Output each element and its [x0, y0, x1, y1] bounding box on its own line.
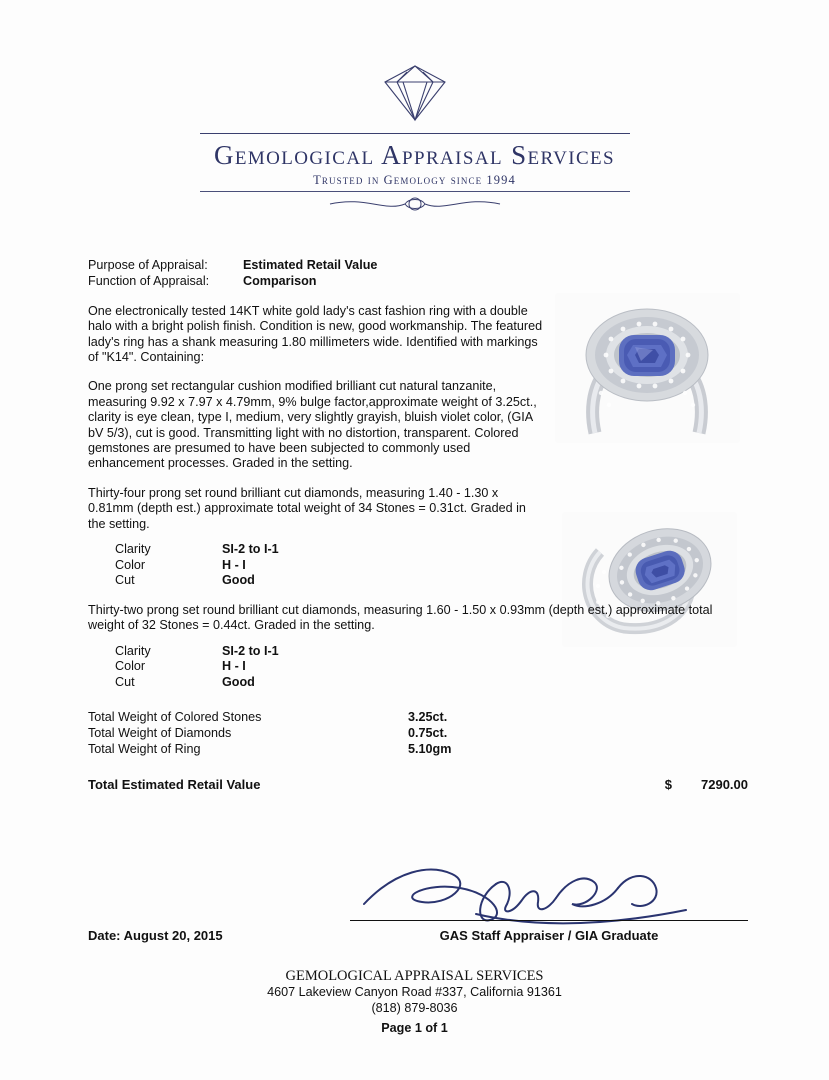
spec-key: Clarity	[115, 643, 151, 658]
grand-total-amount: 7290.00	[701, 777, 748, 793]
company-tagline: Trusted in Gemology since 1994	[313, 173, 516, 187]
diamond-group-2-description: Thirty-two prong set round brilliant cut diamonds, measuring 1.60 - 1.50 x 0.93mm (depth est.) approximate total weight of 32 Stones = 0.44ct. Graded in the setting.	[88, 602, 713, 633]
grand-total-label: Total Estimated Retail Value	[88, 777, 261, 793]
signature-mark	[356, 858, 696, 935]
spec-row	[115, 573, 748, 589]
spec-value: H - I	[222, 557, 246, 572]
spec-row	[115, 558, 748, 574]
spec-row	[115, 659, 748, 675]
spec-value: Good	[222, 573, 255, 588]
totals-value: 5.10gm	[408, 741, 452, 756]
spec-key: Cut	[115, 674, 135, 689]
purpose-value: Estimated Retail Value	[243, 258, 378, 272]
spec-key: Cut	[115, 573, 135, 588]
totals-label: Total Weight of Colored Stones	[88, 710, 262, 725]
footer-page-number: Page 1 of 1	[381, 1021, 448, 1035]
appraisal-date: Date: August 20, 2015	[88, 928, 223, 943]
grand-total-row	[88, 777, 748, 792]
footer-phone: (818) 879-8036	[371, 1001, 458, 1015]
totals-label: Total Weight of Diamonds	[88, 726, 232, 741]
spec-value: Good	[222, 674, 255, 689]
spec-key: Color	[115, 659, 146, 674]
diamond-group-2-specs	[115, 644, 748, 691]
footer-address: 4607 Lakeview Canyon Road #337, California 91361	[267, 985, 562, 999]
totals-row	[88, 726, 543, 742]
function-label: Function of Appraisal:	[88, 274, 210, 289]
appraisal-content	[88, 258, 748, 793]
grand-total-currency: $	[664, 777, 672, 793]
spec-row	[115, 644, 748, 660]
spec-value: H - I	[222, 659, 246, 674]
diamond-group-1-description: Thirty-four prong set round brilliant cut diamonds, measuring 1.40 - 1.30 x 0.81mm (depth est.) approximate total weight of 34 Stones = 0.31ct. Graded in the setting.	[88, 485, 526, 531]
spec-row	[115, 675, 748, 691]
spec-key: Clarity	[115, 542, 151, 557]
purpose-row	[88, 258, 748, 273]
colored-stone-description: One prong set rectangular cushion modified brilliant cut natural tanzanite, measuring 9.92 x 7.97 x 4.79mm, 9% bulge factor,approximate weight of 3.25ct., clarity is eye clean, type I, medium, very slightly grayish, bluish violet color, (GIA bV 5/3), cut is good. Transmitting light with no distortion, transparent. Colored gemstones are presumed to have been subjected to commonly used enhancement processes. Graded in the setting.	[88, 379, 537, 471]
function-value: Comparison	[243, 274, 317, 289]
totals-value: 0.75ct.	[408, 726, 448, 741]
ring-description: One electronically tested 14KT white gold lady's cast fashion ring with a double halo with a bright polish finish. Condition is new, good workmanship. The featured lady's ring has a shank measuring 1.80 millimeters wide. Identified with markings of "K14". Containing:	[88, 303, 543, 365]
header-rule-top	[200, 133, 630, 134]
document-header	[0, 62, 829, 219]
appraiser-caption: GAS Staff Appraiser / GIA Graduate	[439, 928, 659, 943]
spec-row	[115, 542, 748, 558]
spec-value: SI-2 to I-1	[222, 643, 279, 658]
spec-key: Color	[115, 557, 146, 572]
diamond-group-1-specs	[115, 542, 748, 589]
totals-value: 3.25ct.	[408, 710, 448, 725]
flourish-ornament	[0, 194, 829, 219]
purpose-label: Purpose of Appraisal:	[88, 258, 208, 272]
totals-row	[88, 710, 543, 726]
spec-value: SI-2 to I-1	[222, 542, 279, 557]
document-footer	[0, 968, 829, 1036]
totals-row	[88, 742, 543, 758]
function-row	[88, 274, 748, 289]
company-name: Gemological Appraisal Services	[213, 140, 616, 170]
diamond-icon	[0, 62, 829, 129]
footer-company: GEMOLOGICAL APPRAISAL SERVICES	[285, 968, 544, 984]
totals-label: Total Weight of Ring	[88, 741, 201, 756]
header-rule-bottom	[200, 191, 630, 192]
weight-totals	[88, 710, 543, 757]
signature-line	[350, 920, 748, 921]
